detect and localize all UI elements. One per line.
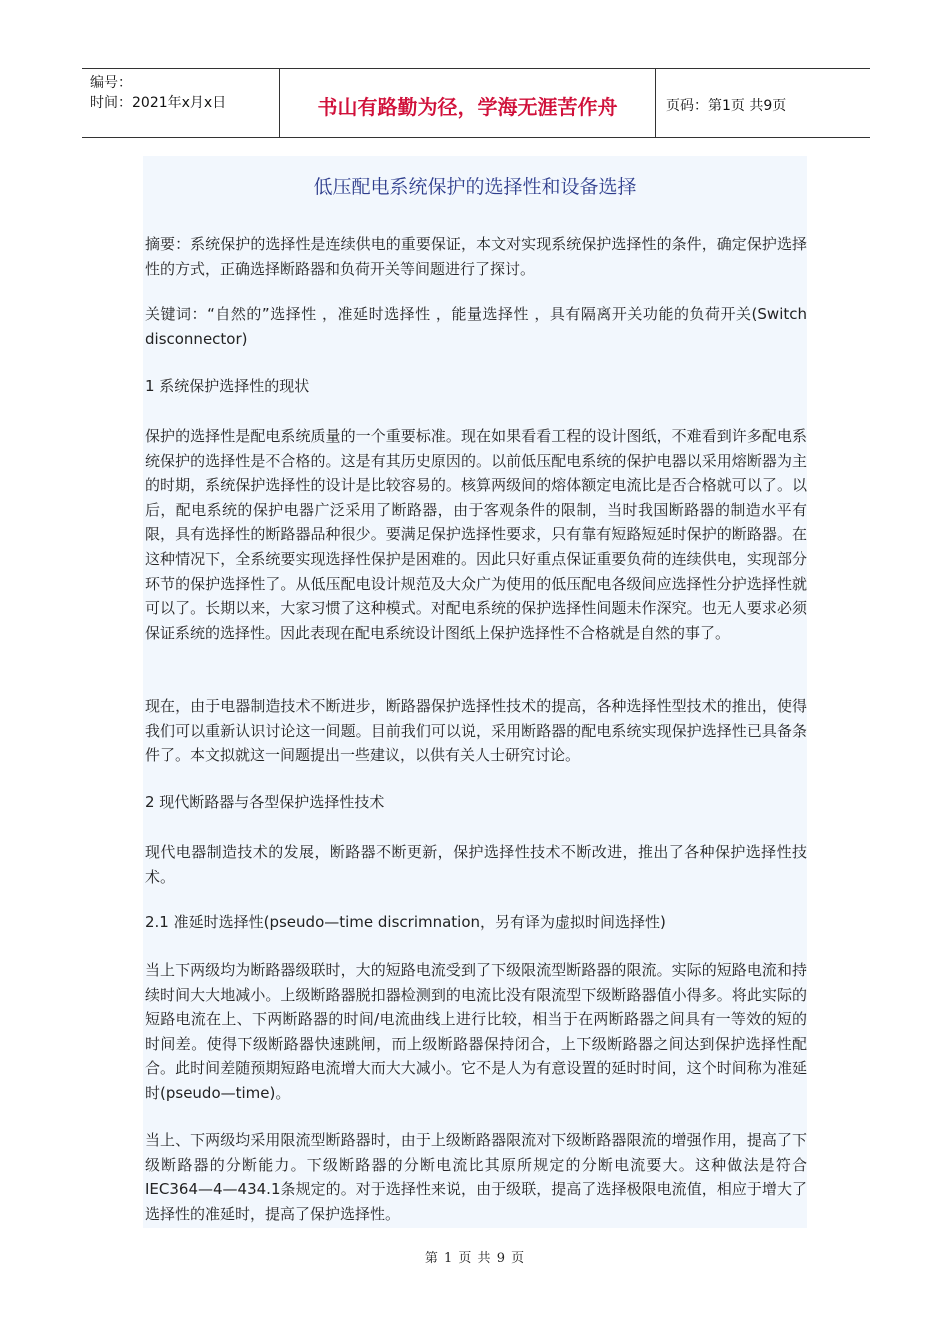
section-heading-1: 1 系统保护选择性的现状 bbox=[145, 377, 310, 395]
header-meta bbox=[82, 69, 280, 137]
body-paragraph: 当上下两级均为断路器级联时，大的短路电流受到了下级限流型断路器的限流。实际的短路电流和持续时间大大地减小。上级断路器脱扣器检测到的电流比没有限流型下级断路器值小得多。将此实际的短路电流在上、下两断路器的时间/电流曲线上进行比较，相当于在两断路器之间具有一等效的短的时间差。使得下级断路器快速跳闸，而上级断路器保持闭合，上下级断路器之间达到保护选择性配合。此时间差随预期短路电流增大而大大减小。它不是人为有意设置的延时时间，这个时间称为准延时(pseudo—time)。 bbox=[145, 961, 807, 1102]
body-paragraph: 现代电器制造技术的发展，断路器不断更新，保护选择性技术不断改进，推出了各种保护选择性技术。 bbox=[145, 843, 807, 886]
document-date-label: 时间：2021年x月x日 bbox=[90, 95, 227, 111]
page-footer: 第 1 页 共 9 页 bbox=[424, 1251, 526, 1266]
body-paragraph: 保护的选择性是配电系统质量的一个重要标准。现在如果看看工程的设计图纸，不难看到许多配电系统保护的选择性是不合格的。这是有其历史原因的。以前低压配电系统的保护电器以采用熔断器为主的时期，系统保护选择性的设计是比较容易的。核算两级间的熔体额定电流比是否合格就可以了。以后，配电系统的保护电器广泛采用了断路器，由于客观条件的限制，当时我国断路器的制造水平有限，具有选择性的断路器品种很少。要满足保护选择性要求，只有靠有短路短延时保护的断路器。在这种情况下，全系统要实现选择性保护是困难的。因此只好重点保证重要负荷的连续供电，实现部分环节的保护选择性了。从低压配电设计规范及大众广为使用的低压配电各级间应选择性分护选择性就可以了。长期以来，大家习惯了这种模式。对配电系统的保护选择性间题未作深究。也无人要求必须保证系统的选择性。因此表现在配电系统设计图纸上保护选择性不合格就是自然的事了。 bbox=[145, 427, 807, 642]
body-paragraph: 现在，由于电器制造技术不断进步，断路器保护选择性技术的提高，各种选择性型技术的推出，使得我们可以重新认识讨论这一间题。目前我们可以说，采用断路器的配电系统实现保护选择性已具备条件了。本文拟就这一间题提出一些建议，以供有关人士研究讨论。 bbox=[145, 697, 807, 765]
page-header bbox=[82, 68, 870, 138]
body-paragraph: 当上、下两级均采用限流型断路器时，由于上级断路器限流对下级断路器限流的增强作用，提高了下级断路器的分断能力。下级断路器的分断电流比其原所规定的分断电流要大。这种做法是符合IEC364—4—434.1条规定的。对于选择性来说，由于级联，提高了选择极限电流值，相应于增大了选择性的准延时，提高了保护选择性。 bbox=[145, 1131, 807, 1223]
keywords-paragraph: 关键词：“自然的”选择性 ，准延时选择性 ，能量选择性 ，具有隔离开关功能的负荷开关(Switch disconnector) bbox=[145, 305, 807, 348]
header-page-number: 页码：第1页 共9页 bbox=[666, 98, 787, 114]
section-heading-2: 2 现代断路器与各型保护选择性技术 bbox=[145, 793, 385, 811]
document-title: 低压配电系统保护的选择性和设备选择 bbox=[313, 176, 637, 198]
document-body bbox=[143, 156, 807, 1228]
abstract-paragraph: 摘要：系统保护的选择性是连续供电的重要保证，本文对实现系统保护选择性的条件，确定保护选择性的方式，正确选择断路器和负荷开关等间题进行了探讨。 bbox=[145, 235, 807, 278]
document-number-label: 编号： bbox=[90, 75, 132, 91]
subsection-heading-2-1: 2.1 准延时选择性(pseudo—time discrimnation，另有译为虚拟时间选择性) bbox=[145, 913, 666, 931]
header-motto: 书山有路勤为径，学海无涯苦作舟 bbox=[280, 69, 656, 137]
